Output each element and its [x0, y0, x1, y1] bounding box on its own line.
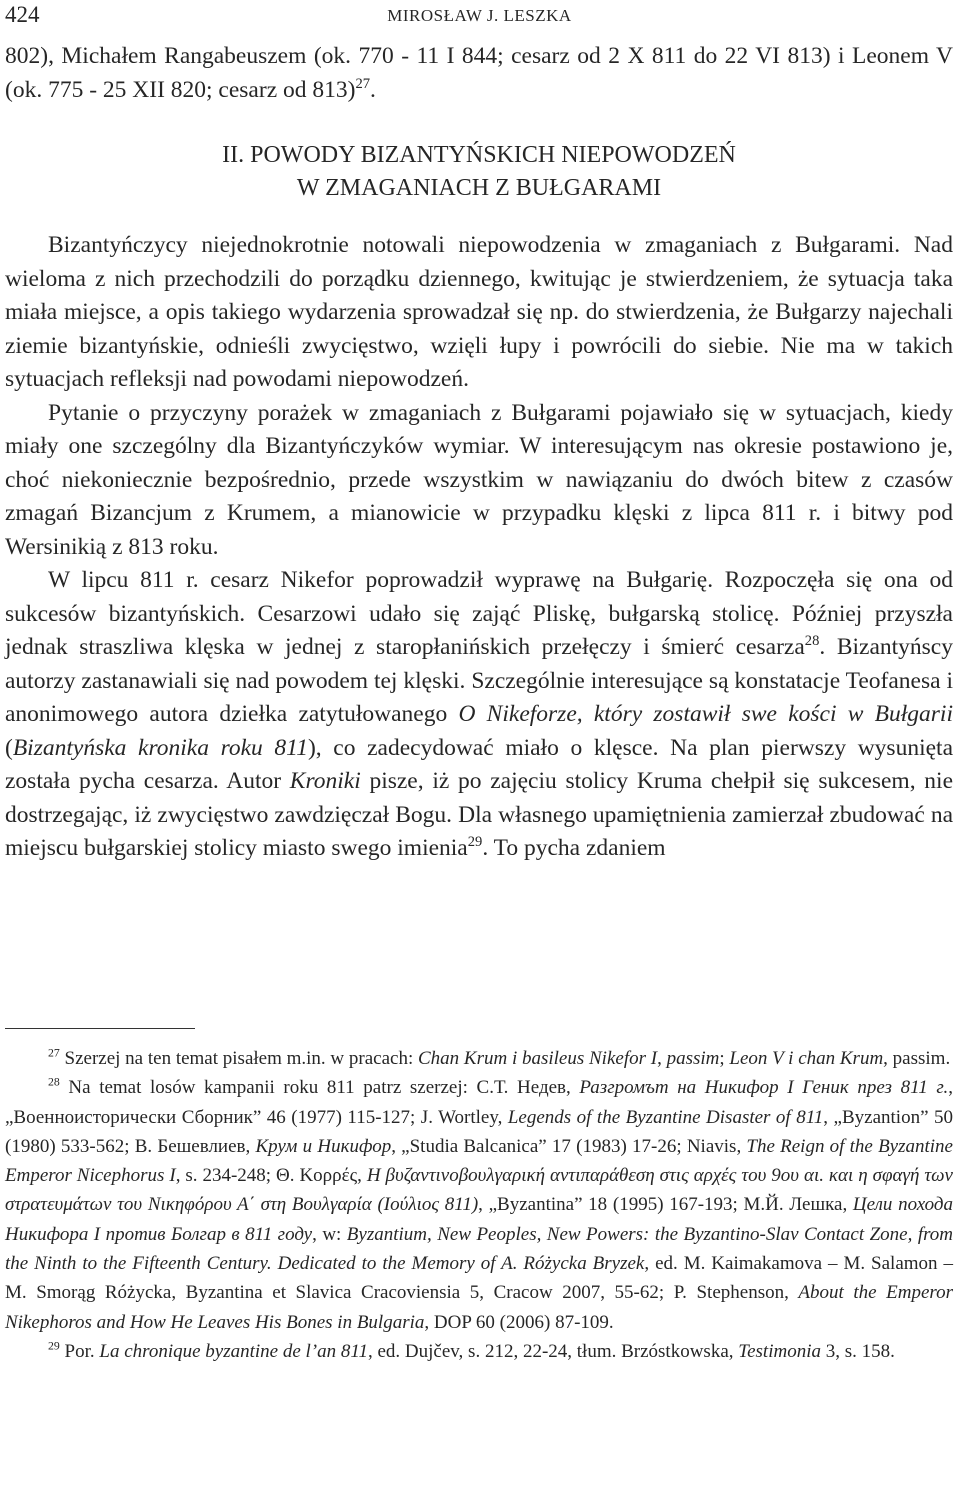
work-title: Kroniki — [289, 768, 361, 794]
paragraph-continued: 802), Michałem Rangabeuszem (ok. 770 - 11 I 844; cesarz od 2 X 811 do 22 VI 813) i Leonem V (ok. 775 - 25 XII 820; cesarz od 813)$^{27}$. — [5, 43, 953, 103]
work-title: O Nikeforze, który zostawił swe kości w Bułgarii — [458, 701, 953, 727]
paragraph: Bizantyńczycy niejednokrotnie notowali niepowodzenia w zmaganiach z Bułgarami. Nad wieloma z nich przechodzili do porządku dziennego, kwitując je stwierdzeniem, że sytuacja taka miała miejsce, a opis takiego wydarzenia sprowadzał się np. do stwierdzenia, że Bułgarzy najechali ziemie bizantyńskie, odnieśli zwycięstwo, wzięli łupy i powrócili do siebie. Nie ma w takich sytuacjach refleksji nad powodami niepowodzeń. — [5, 232, 953, 392]
footnote-number: 28 — [48, 1075, 60, 1089]
page-header — [5, 2, 954, 30]
footnote-ref-28[interactable]: 28 — [804, 633, 820, 650]
paragraph: W lipcu 811 r. cesarz Nikefor poprowadził wyprawę na Bułgarię. Rozpoczęła się ona od sukcesów bizantyńskich. Cesarzowi udało się zająć Pliskę, bułgarską stolicę. Później przyszła jednak straszliwa klęska w jednej z staropłanińskich przełęczy i śmierć cesarza$^{28}$. Bizantyńscy autorzy zastanawiali się nad powodem tej klęski. Szczególnie interesujące są konstatacje Teofanesa i anonimowego autora dziełka zatytułowanego O Nikeforze, który zostawił swe kości w Bułgarii (Bizantyńska kronika roku 811), co zadecydować miało o klęsce. Na plan pierwszy wysunięta została pycha cesarza. Autor Kroniki pisze, iż po zajęciu stolicy Kruma chełpił się sukcesem, nie dostrzegając, iż zwycięstwo zawdzięczał Bogu. Dla własnego upamiętnienia zamierzał zbudować na miejscu bułgarskiej stolicy miasto swego imienia$^{29}$. To pycha zdaniem — [5, 567, 954, 861]
paragraph: Pytanie o przyczyny porażek w zmaganiach z Bułgarami pojawiało się w sytuacjach, kiedy miały one szczególny dla Bizantyńczyków wymiar. W interesującym nas okresie postawiono je, choć niekoniecznie bezpośrednio, przede wszystkim w nawiązaniu do dwóch bitew z czasów zmagań Bizancjum z Krumem, a mianowicie w przypadku klęski z lipca 811 r. i bitwy pod Wersinikią z 813 roku. — [5, 399, 953, 560]
footnote-27: $^{27}$ Szerzej na ten temat pisałem m.in. w pracach: Chan Krum i basileus Nikefor I, passim; Leon V i chan Krum, passim. — [48, 1046, 951, 1069]
footnotes — [5, 1044, 953, 1366]
page-number: 424 — [5, 2, 40, 27]
running-head: MIROSŁAW J. LESZKA — [387, 6, 572, 25]
footnote-ref-27[interactable]: 27 — [355, 75, 371, 92]
footnote-divider — [5, 1028, 195, 1029]
footnote-number: 27 — [48, 1046, 60, 1060]
main-text — [5, 40, 953, 866]
section-heading: II. POWODY BIZANTYŃSKICH NIEPOWODZEŃ W ZMAGANIACH Z BUŁGARAMI — [222, 142, 736, 201]
work-title: Bizantyńska kronika roku 811 — [12, 734, 308, 761]
footnote-number: 29 — [48, 1339, 60, 1353]
footnote-ref-29[interactable]: 29 — [467, 834, 483, 851]
footnote-29: $^{29}$ Por. La chronique byzantine de l’an 811, ed. Dujčev, s. 212, 22-24, tłum. Brzóstkowska, Testimonia 3, s. 158. — [48, 1339, 895, 1362]
footnote-28: $^{28}$ Na temat losów kampanii roku 811 patrz szerzej: С.Т. Недев, Разгромът на Никифор I Геник през 811 г., „Военноисторически Сборник” 46 (1977) 115-127; J. Wortley, Legends of the Byzantine Disaster of 811, „Byzantion” 50 (1980) 533-562; В. Бешевлиев, Крум и Никифор, „Studia Balcanica” 17 (1983) 17-26; Niavis, The Reign of the Byzantine Emperor Nicephorus I, s. 234-248; Θ. Κορρές, Η βυζαντινοβουλγαρική αντιπαράθεση στις αρχές του 9ου αι. και η σφαγή των στρατευμάτων του Νικηφόρου Α΄ στη Βουλγαρία (Ιούλιος 811), „Byzantina” 18 (1995) 167-193; М.Й. Лешка, Цели похода Никифора I против Болгар в 811 году, w: Byzantium, New Peoples, New Powers: the Byzantino-Slav Contact Zone, from the Ninth to the Fifteenth Century. Dedicated to the Memory of A. Różycka Bryzek, ed. M. Kaimakamova – M. Salamon – M. Smorąg Różycka, Byzantina et Slavica Cracoviensia 5, Cracow 2007, 55-62; P. Stephenson, About the Emperor Nikephoros and How He Leaves His Bones in Bulgaria, DOP 60 (2006) 87-109. — [5, 1075, 954, 1333]
